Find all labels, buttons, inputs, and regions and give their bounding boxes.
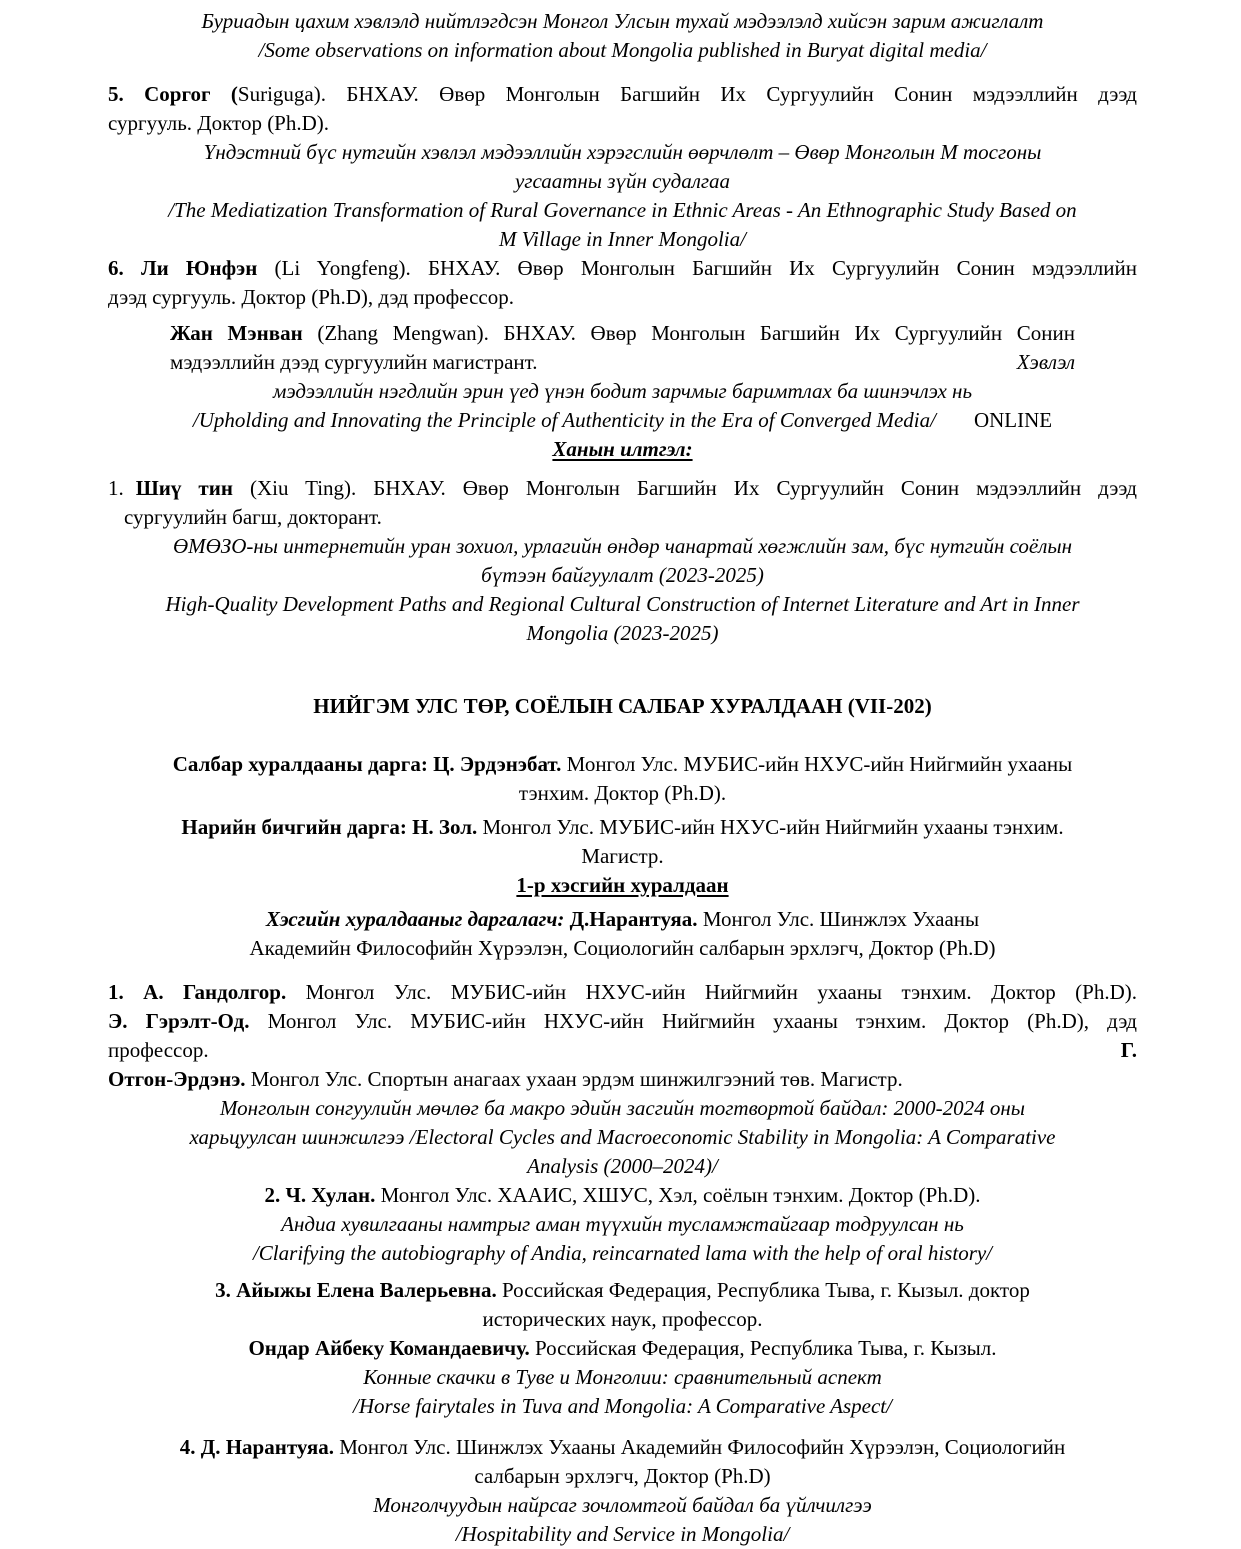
- paper-title-converged-en-line: [108, 406, 1137, 435]
- paper-title-buryat-mn: Буриадын цахим хэвлэлд нийтлэгдсэн Монгол Улсын тухай мэдээлэлд хийсэн зарим ажиглалт: [201, 9, 1044, 33]
- speaker-zhang-line2: [170, 348, 1075, 377]
- speaker-6-line1: [108, 254, 1137, 283]
- talk-2-author-affiliation: Монгол Улс. ХААИС, ХШУС, Хэл, соёлын тэнхим. Доктор (Ph.D).: [375, 1183, 981, 1207]
- speaker-6-li-yongfeng: [108, 254, 1137, 312]
- section-chair-label-name: Салбар хуралдааны дарга: Ц. Эрдэнэбат.: [172, 752, 562, 776]
- talk-3-author1-line2: исторических наук, профессор.: [482, 1307, 763, 1331]
- paper-title-electoral-cycles: [108, 1094, 1137, 1181]
- section-chair: [108, 750, 1137, 808]
- talk-4-author-line1: [108, 1433, 1137, 1462]
- poster-1-xiu-ting: [108, 474, 1137, 532]
- paper-title-line: Андиа хувилгааны намтрыг аман түүхийн тусламжтайгаар тодруулсан нь: [281, 1212, 964, 1236]
- paper-title-converged-word1: Хэвлэл: [1016, 350, 1075, 374]
- speaker-5-name: 5. Соргог (: [108, 82, 238, 106]
- talk-3-author2-name: Ондар Айбеку Командаевичу.: [248, 1336, 530, 1360]
- section-chair-line1: [108, 750, 1137, 779]
- paper-title-mediatization: [108, 138, 1137, 254]
- talk-3-author2-affiliation: Российская Федерация, Республика Тыва, г. Кызыл.: [529, 1336, 997, 1360]
- paper-title-converged-mn: мэдээллийн нэгдлийн эрин үед үнэн бодит зарчмыг баримтлах ба шинэчлэх нь: [272, 379, 973, 403]
- paper-title-line: /Hospitability and Service in Mongolia/: [455, 1522, 790, 1546]
- talk-1-author-line4: [108, 1065, 1137, 1094]
- talk-1-author3-initial: Г.: [1120, 1038, 1137, 1062]
- paper-title-line: High-Quality Development Paths and Regional Cultural Construction of Internet Literature and Art in Inner: [165, 592, 1080, 616]
- poster-1-line2: сургуулийн багш, докторант.: [124, 505, 382, 529]
- paper-title-line: Монголчуудын найрсаг зочломтгой байдал ба үйлчилгээ: [373, 1493, 872, 1517]
- paper-title-internet-literature: [108, 532, 1137, 648]
- speaker-6-line2: дээд сургууль. Доктор (Ph.D), дэд профессор.: [108, 285, 515, 309]
- talk-1-author-line3: [108, 1036, 1137, 1065]
- speaker-zhang-line1: [170, 319, 1075, 348]
- talk-3-author1-affiliation: Российская Федерация, Республика Тыва, г. Кызыл. доктор: [496, 1278, 1030, 1302]
- poster-1-name: Шиү тин: [135, 476, 233, 500]
- talk-1-author2-name: Э. Гэрэлт-Од.: [108, 1009, 250, 1033]
- speaker-6-affiliation: (Li Yongfeng). БНХАУ. Өвөр Монголын Багшийн Их Сургуулийн Сонин мэдээллийн: [257, 256, 1137, 280]
- poster-1-line1: [108, 474, 1137, 503]
- talk-3-author1-name: 3. Айыжы Елена Валерьевна.: [215, 1278, 497, 1302]
- talk-2-author-name: 2. Ч. Хулан.: [264, 1183, 376, 1207]
- moderator-label: Хэсгийн хуралдааныг даргалагч:: [265, 907, 565, 931]
- speaker-5-line1: [108, 80, 1137, 109]
- session-1-heading-line: [108, 871, 1137, 900]
- poster-section-heading: Ханын илтгэл:: [552, 437, 693, 461]
- poster-section-heading-line: [108, 435, 1137, 464]
- moderator-affiliation: Монгол Улс. Шинжлэх Ухааны: [697, 907, 980, 931]
- paper-title-line: Үндэстний бүс нутгийн хэвлэл мэдээллийн хэрэгслийн өөрчлөлт – Өвөр Монголын М тосгоны: [203, 140, 1042, 164]
- paper-title-line: /Horse fairytales in Tuva and Mongolia: A Comparative Aspect/: [353, 1394, 892, 1418]
- talk-3-author1-line1: [108, 1276, 1137, 1305]
- session-1-moderator: [108, 905, 1137, 963]
- paper-title-line: харьцуулсан шинжилгээ /Electoral Cycles and Macroeconomic Stability in Mongolia: A Comparative: [189, 1125, 1056, 1149]
- talk-1-author2-title: профессор.: [108, 1038, 209, 1062]
- online-badge: ONLINE: [973, 408, 1053, 432]
- session-1-moderator-line2: Академийн Философийн Хүрээлэн, Социологийн салбарын эрхлэгч, Доктор (Ph.D): [249, 936, 996, 960]
- talk-3-author2-line: [108, 1334, 1137, 1363]
- speaker-zhang-degree: мэдээллийн дээд сургуулийн магистрант.: [170, 350, 538, 374]
- paper-title-line: Конные скачки в Туве и Монголии: сравнительный аспект: [363, 1365, 882, 1389]
- talk-2: [108, 1181, 1137, 1268]
- paper-title-line: угсаатны зүйн судалгаа: [514, 169, 731, 193]
- talk-1-author3-name: Отгон-Эрдэнэ.: [108, 1067, 246, 1091]
- speaker-zhang-name: Жан Мэнван: [170, 321, 303, 345]
- section-secretary: [108, 813, 1137, 871]
- talk-4: [108, 1433, 1137, 1549]
- paper-title-buryat-en: /Some observations on information about Mongolia published in Buryat digital media/: [258, 38, 987, 62]
- moderator-name: Д.Нарантуяа.: [569, 907, 698, 931]
- paper-title-line: M Village in Inner Mongolia/: [499, 227, 746, 251]
- talk-1-author-line1: [108, 978, 1137, 1007]
- paper-title-line: ӨМӨЗО-ны интернетийн уран зохиол, урлагийн өндөр чанартай хөгжлийн зам, бүс нутгийн соёлын: [172, 534, 1073, 558]
- paper-title-line: /Clarifying the autobiography of Andia, reincarnated lama with the help of oral history/: [252, 1241, 993, 1265]
- talk-1-author2-affiliation: Монгол Улс. МУБИС-ийн НХУС-ийн Нийгмийн ухааны тэнхим. Доктор (Ph.D), дэд: [249, 1009, 1137, 1033]
- paper-title-line: бүтээн байгуулалт (2023-2025): [481, 563, 764, 587]
- session-1-moderator-line1: [108, 905, 1137, 934]
- session-1-heading: 1-р хэсгийн хуралдаан: [516, 873, 729, 897]
- section-secretary-label-name: Нарийн бичгийн дарга: Н. Зол.: [181, 815, 478, 839]
- paper-title-converged-en: /Upholding and Innovating the Principle of Authenticity in the Era of Converged Media/: [192, 408, 936, 432]
- paper-title-line: Mongolia (2023-2025): [526, 621, 719, 645]
- poster-1-affiliation: (Xiu Ting). БНХАУ. Өвөр Монголын Багшийн Их Сургуулийн Сонин мэдээллийн дээд: [232, 476, 1137, 500]
- talk-4-author-affiliation: Монгол Улс. Шинжлэх Ухааны Академийн Философийн Хүрээлэн, Социологийн: [333, 1435, 1066, 1459]
- paper-title-line: Монголын сонгуулийн мөчлөг ба макро эдийн засгийн тогтвортой байдал: 2000-2024 оны: [219, 1096, 1026, 1120]
- speaker-5-affiliation: Suriguga). БНХАУ. Өвөр Монголын Багшийн Их Сургуулийн Сонин мэдээллийн дээд: [237, 82, 1137, 106]
- talk-1-author1-affiliation: Монгол Улс. МУБИС-ийн НХУС-ийн Нийгмийн ухааны тэнхим. Доктор (Ph.D).: [286, 980, 1138, 1004]
- section-chair-line2: тэнхим. Доктор (Ph.D).: [518, 781, 727, 805]
- paper-title-line: /The Mediatization Transformation of Rural Governance in Ethnic Areas - An Ethnographic Study Based on: [168, 198, 1077, 222]
- paper-title-line: Analysis (2000–2024)/: [527, 1154, 718, 1178]
- talk-1-authors: [108, 978, 1137, 1094]
- speaker-6-name: 6. Ли Юнфэн: [108, 256, 258, 280]
- section-secretary-line1: [108, 813, 1137, 842]
- speaker-zhang-mengwan: [170, 319, 1075, 377]
- talk-4-author-line2: салбарын эрхлэгч, Доктор (Ph.D): [474, 1464, 771, 1488]
- speaker-5-surguga: [108, 80, 1137, 138]
- speaker-zhang-affiliation: (Zhang Mengwan). БНХАУ. Өвөр Монголын Багшийн Их Сургуулийн Сонин: [302, 321, 1075, 345]
- talk-1-author3-affiliation: Монгол Улс. Спортын анагаах ухаан эрдэм шинжилгээний төв. Магистр.: [245, 1067, 903, 1091]
- speaker-5-line2: сургууль. Доктор (Ph.D).: [108, 111, 330, 135]
- section-heading-social-politics: НИЙГЭМ УЛС ТӨР, СОЁЛЫН САЛБАР ХУРАЛДААН (VII-202): [313, 694, 932, 718]
- talk-1-author-line2: [108, 1007, 1137, 1036]
- section-chair-affiliation: Монгол Улс. МУБИС-ийн НХУС-ийн Нийгмийн ухааны: [561, 752, 1073, 776]
- section-secretary-affiliation: Монгол Улс. МУБИС-ийн НХУС-ийн Нийгмийн ухааны тэнхим.: [477, 815, 1064, 839]
- poster-1-number: 1.: [108, 476, 124, 500]
- section-secretary-line2: Магистр.: [581, 844, 664, 868]
- talk-1-author1-name: 1. А. Гандолгор.: [108, 980, 287, 1004]
- talk-2-author-line: [108, 1181, 1137, 1210]
- talk-3: [108, 1276, 1137, 1421]
- talk-4-author-name: 4. Д. Нарантуяа.: [179, 1435, 334, 1459]
